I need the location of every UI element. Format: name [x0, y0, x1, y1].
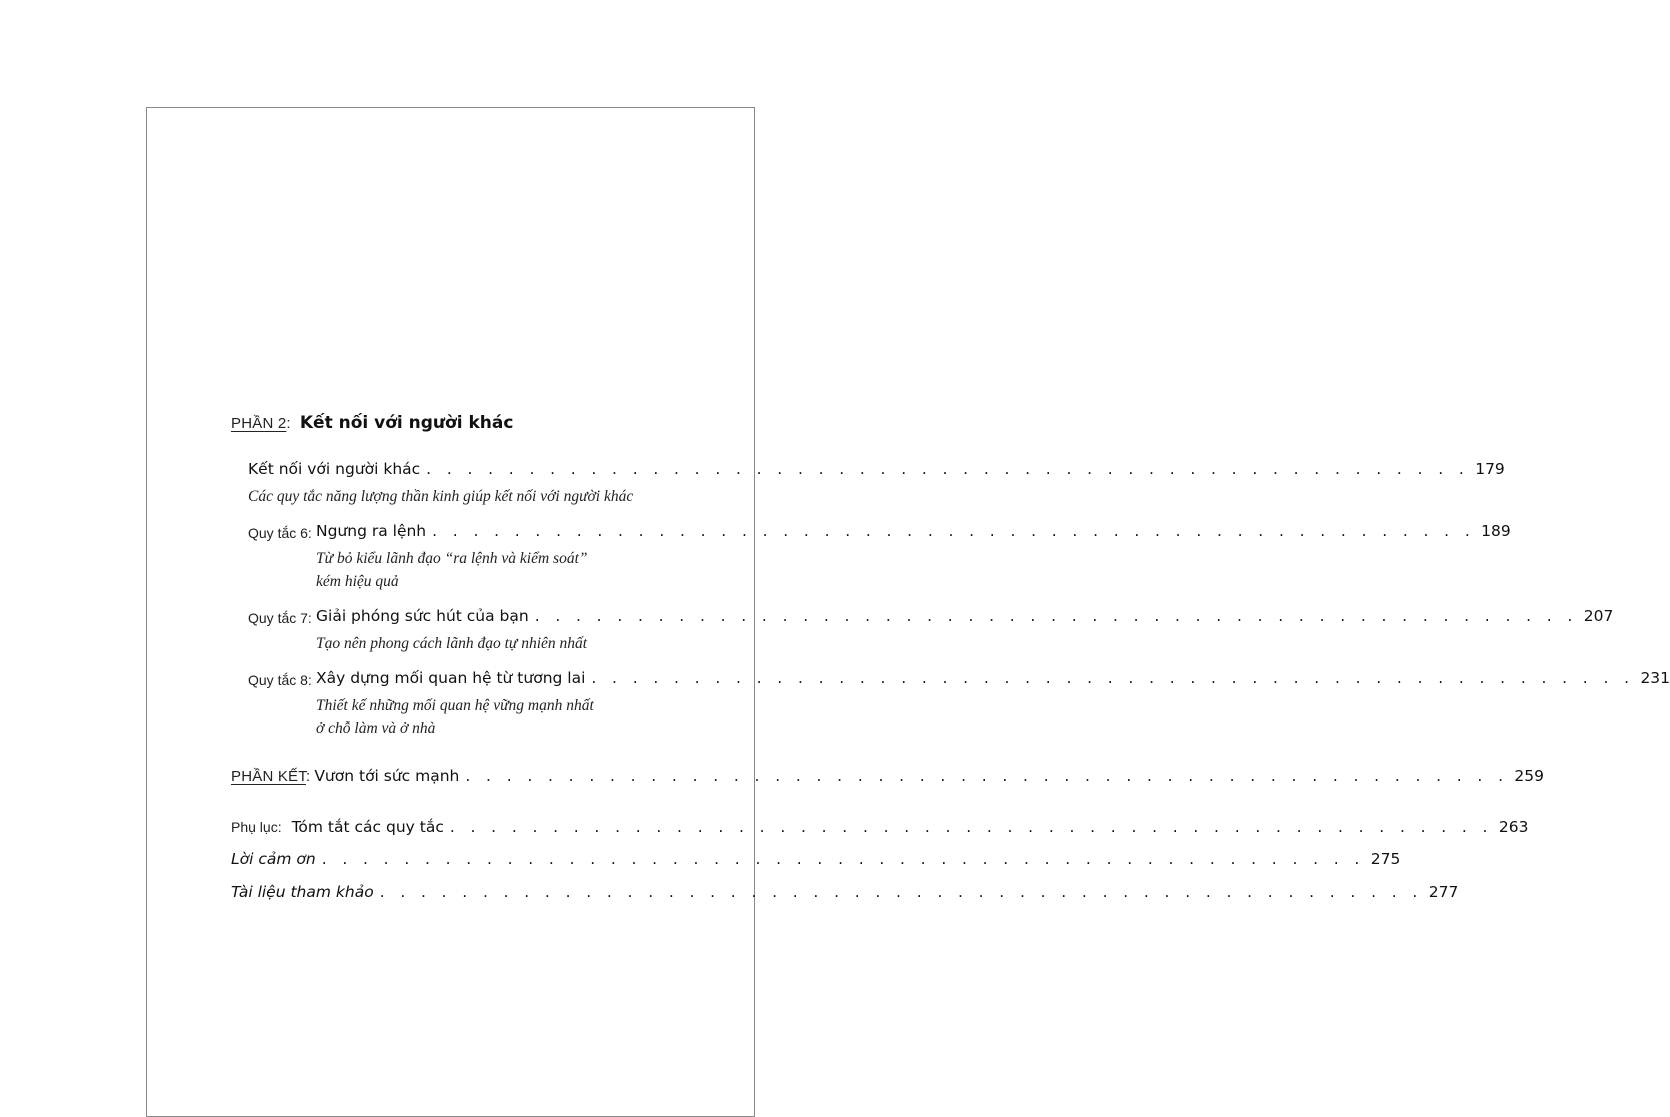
dot-leader: . . . . . . . . . . . . . . . . . . . . . . . . . . . . . . . . . . . . . . . . . . . . . . . . . . . [321, 850, 1365, 868]
toc-entry-conclusion[interactable] [231, 767, 1545, 785]
toc-entry-subtitle: Từ bỏ kiểu lãnh đạo “ra lệnh và kiểm soát” [316, 550, 588, 567]
toc-entry-rule-8[interactable] [316, 669, 1670, 687]
conclusion-colon: : [305, 768, 311, 785]
rule-label: Quy tắc 7: [248, 610, 312, 626]
rule-label: Quy tắc 8: [248, 672, 312, 688]
toc-entry-rule-6[interactable] [316, 522, 1511, 540]
dot-leader: . . . . . . . . . . . . . . . . . . . . . . . . . . . . . . . . . . . . . . . . . . . . . . . . . . . [534, 607, 1578, 625]
dot-leader: . . . . . . . . . . . . . . . . . . . . . . . . . . . . . . . . . . . . . . . . . . . . . . . . . . . [449, 818, 1493, 836]
page-number: 231 [1640, 669, 1670, 687]
conclusion-title: Vươn tới sức mạnh [314, 767, 460, 785]
toc-entry-title: Lời cảm ơn [231, 850, 316, 868]
page-number: 189 [1481, 522, 1511, 540]
toc-entry-title: Giải phóng sức hút của bạn [316, 607, 529, 625]
page-number: 277 [1428, 883, 1459, 901]
dot-leader: . . . . . . . . . . . . . . . . . . . . . . . . . . . . . . . . . . . . . . . . . . . . . . . . . . . [426, 460, 1470, 478]
appendix-title: Tóm tắt các quy tắc [291, 818, 444, 836]
dot-leader: . . . . . . . . . . . . . . . . . . . . . . . . . . . . . . . . . . . . . . . . . . . . . . . . . . . [465, 767, 1509, 785]
toc-entry-references[interactable] [231, 883, 1459, 901]
dot-leader: . . . . . . . . . . . . . . . . . . . . . . . . . . . . . . . . . . . . . . . . . . . . . . . . . . . [432, 522, 1476, 540]
part-heading [231, 413, 513, 433]
toc-entry-title: Ngưng ra lệnh [316, 522, 427, 540]
toc-entry-title: Kết nối với người khác [248, 460, 421, 478]
toc-entry-subtitle: ở chỗ làm và ở nhà [316, 720, 436, 737]
toc-entry-rule-7[interactable] [316, 607, 1614, 625]
toc-entry-subtitle: Thiết kế những mối quan hệ vững mạnh nhất [316, 697, 594, 714]
page-number: 263 [1498, 818, 1529, 836]
toc-entry-intro[interactable] [248, 460, 1505, 478]
part-label: PHẦN 2: [231, 415, 291, 432]
toc-entry-title [231, 767, 459, 785]
toc-entry-title: Tài liệu tham khảo [231, 883, 374, 901]
dot-leader: . . . . . . . . . . . . . . . . . . . . . . . . . . . . . . . . . . . . . . . . . . . . . . . . . . . [379, 883, 1423, 901]
toc-entry-subtitle: Các quy tắc năng lượng thần kinh giúp kết nối với người khác [248, 488, 634, 505]
page-number: 179 [1475, 460, 1505, 478]
dot-leader: . . . . . . . . . . . . . . . . . . . . . . . . . . . . . . . . . . . . . . . . . . . . . . . . . . . [591, 669, 1635, 687]
toc-entry-appendix[interactable] [231, 818, 1529, 836]
toc-entry-thanks[interactable] [231, 850, 1401, 868]
rule-label: Quy tắc 6: [248, 525, 312, 541]
toc-entry-title [231, 818, 444, 836]
page-number: 275 [1370, 850, 1401, 868]
toc-entry-subtitle: Tạo nên phong cách lãnh đạo tự nhiên nhất [316, 635, 588, 652]
page-number: 259 [1514, 767, 1545, 785]
part-title: Kết nối với người khác [299, 413, 514, 433]
page-number: 207 [1583, 607, 1614, 625]
conclusion-label: PHẦN KẾT [231, 768, 306, 785]
toc-entry-title: Xây dựng mối quan hệ từ tương lai [316, 669, 586, 687]
appendix-label: Phụ lục: [231, 819, 282, 835]
toc-entry-subtitle: kém hiệu quả [316, 573, 399, 590]
